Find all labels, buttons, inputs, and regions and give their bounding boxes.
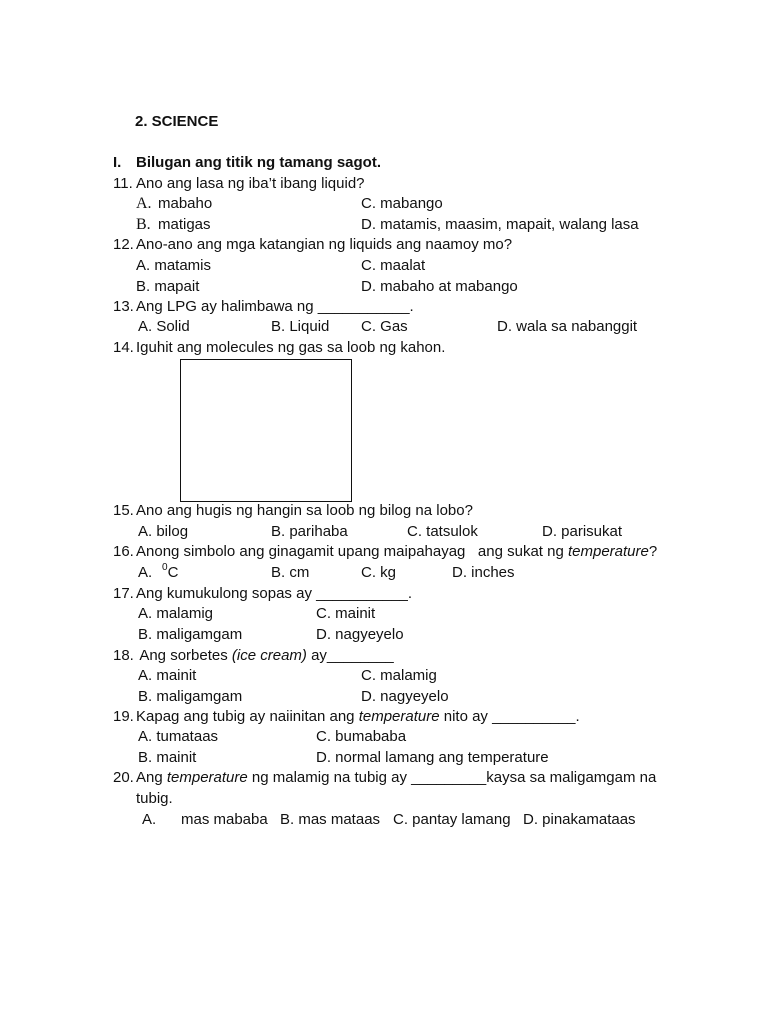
q20-question-end: ng malamig na tubig ay _________kaysa sa maligamgam na: [247, 769, 657, 786]
q16-choice-c: C. kg: [361, 564, 397, 581]
q17-choice-a: A. malamig: [138, 605, 214, 622]
q13-question: Ang LPG ay halimbawa ng ___________.: [136, 298, 414, 315]
q16-choice-d: D. inches: [452, 564, 515, 581]
q12-choice-c: C. maalat: [361, 257, 426, 274]
q19-choice-c: C. bumababa: [316, 728, 407, 745]
q15-choice-c: C. tatsulok: [407, 523, 478, 540]
q19-question-end: nito ay __________.: [439, 708, 580, 725]
q11-choice-c: C. mabango: [361, 195, 443, 212]
q20-choice-b: B. mas mataas: [280, 811, 381, 828]
q19-question-text: Kapag ang tubig ay naiinitan ang: [136, 708, 359, 725]
q16-number: 16.: [113, 543, 134, 560]
q16-question-end: ?: [648, 543, 658, 560]
q15-number: 15.: [113, 502, 134, 519]
section-number: I.: [113, 154, 122, 171]
q20-question-line2: tubig.: [136, 790, 173, 807]
q19-question-emphasis: temperature: [358, 708, 440, 725]
q19-choice-b: B. mainit: [138, 749, 197, 766]
q15-choice-d: D. parisukat: [542, 523, 623, 540]
q19-question: [136, 708, 580, 726]
q11-question: Ano ang lasa ng iba’t ibang liquid?: [136, 175, 365, 192]
q19-choice-a: A. tumataas: [138, 728, 219, 745]
drawing-box[interactable]: [180, 359, 352, 502]
q17-number: 17.: [113, 585, 134, 602]
q12-question: Ano-ano ang mga katangian ng liquids ang naamoy mo?: [136, 236, 513, 253]
q11-choice-a: mabaho: [158, 195, 213, 212]
q20-number: 20.: [113, 769, 134, 786]
q11-choice-b: matigas: [158, 216, 211, 233]
q18-choice-d: D. nagyeyelo: [361, 688, 449, 705]
q19-number: 19.: [113, 708, 134, 725]
q13-number: 13.: [113, 298, 134, 315]
page-heading: 2. SCIENCE: [135, 113, 219, 130]
q13-choice-d: D. wala sa nabanggit: [497, 318, 638, 335]
degree-superscript: 0: [162, 562, 168, 573]
q16-choice-b: B. cm: [271, 564, 310, 581]
q11-choice-b-letter: B.: [136, 216, 151, 233]
q17-choice-c: C. mainit: [316, 605, 376, 622]
q18-number: 18.: [113, 647, 134, 664]
q12-choice-d: D. mabaho at mabango: [361, 278, 518, 295]
q16-choice-a: [162, 564, 178, 582]
q18-choice-a: A. mainit: [138, 667, 197, 684]
q18-question: [136, 647, 394, 665]
q15-choice-b: B. parihaba: [271, 523, 348, 540]
q17-choice-b: B. maligamgam: [138, 626, 243, 643]
q18-question-end: ay________: [306, 647, 394, 664]
section-instruction: Bilugan ang titik ng tamang sagot.: [136, 154, 382, 171]
q11-choice-d: D. matamis, maasim, mapait, walang lasa: [361, 216, 639, 233]
q20-choice-a: mas mababa: [181, 811, 268, 828]
q16-question-text: Anong simbolo ang ginagamit upang maipahayag ang sukat ng: [136, 543, 568, 560]
q20-question: [136, 769, 656, 787]
q20-question-emphasis: temperature: [166, 769, 248, 786]
q16-choice-a-letter: A.: [138, 564, 153, 581]
q12-choice-b: B. mapait: [136, 278, 200, 295]
q20-choice-c: C. pantay lamang: [393, 811, 511, 828]
q20-choice-a-letter: A.: [142, 811, 157, 828]
q13-choice-a: A. Solid: [138, 318, 190, 335]
q19-choice-d: D. normal lamang ang temperature: [316, 749, 549, 766]
q12-choice-a: A. matamis: [136, 257, 212, 274]
q15-choice-a: A. bilog: [138, 523, 189, 540]
q17-choice-d: D. nagyeyelo: [316, 626, 404, 643]
q18-question-emphasis: (ice cream): [231, 647, 307, 664]
q11-number: 11.: [113, 175, 133, 192]
q14-question: Iguhit ang molecules ng gas sa loob ng kahon.: [136, 339, 446, 356]
q18-choice-b: B. maligamgam: [138, 688, 243, 705]
q16-question: [136, 543, 657, 561]
q13-choice-b: B. Liquid: [271, 318, 330, 335]
q12-number: 12.: [113, 236, 134, 253]
q15-question: Ano ang hugis ng hangin sa loob ng bilog na lobo?: [136, 502, 473, 519]
q18-question-text: Ang sorbetes: [136, 647, 232, 664]
q20-question-text: Ang: [136, 769, 167, 786]
q20-choice-d: D. pinakamataas: [523, 811, 636, 828]
q18-choice-c: C. malamig: [361, 667, 437, 684]
q16-choice-a-unit: C: [167, 564, 179, 581]
q16-question-emphasis: temperature: [567, 543, 649, 560]
q11-choice-a-letter: A.: [136, 195, 152, 212]
q14-number: 14.: [113, 339, 134, 356]
q13-choice-c: C. Gas: [361, 318, 408, 335]
q17-question: Ang kumukulong sopas ay ___________.: [136, 585, 413, 602]
